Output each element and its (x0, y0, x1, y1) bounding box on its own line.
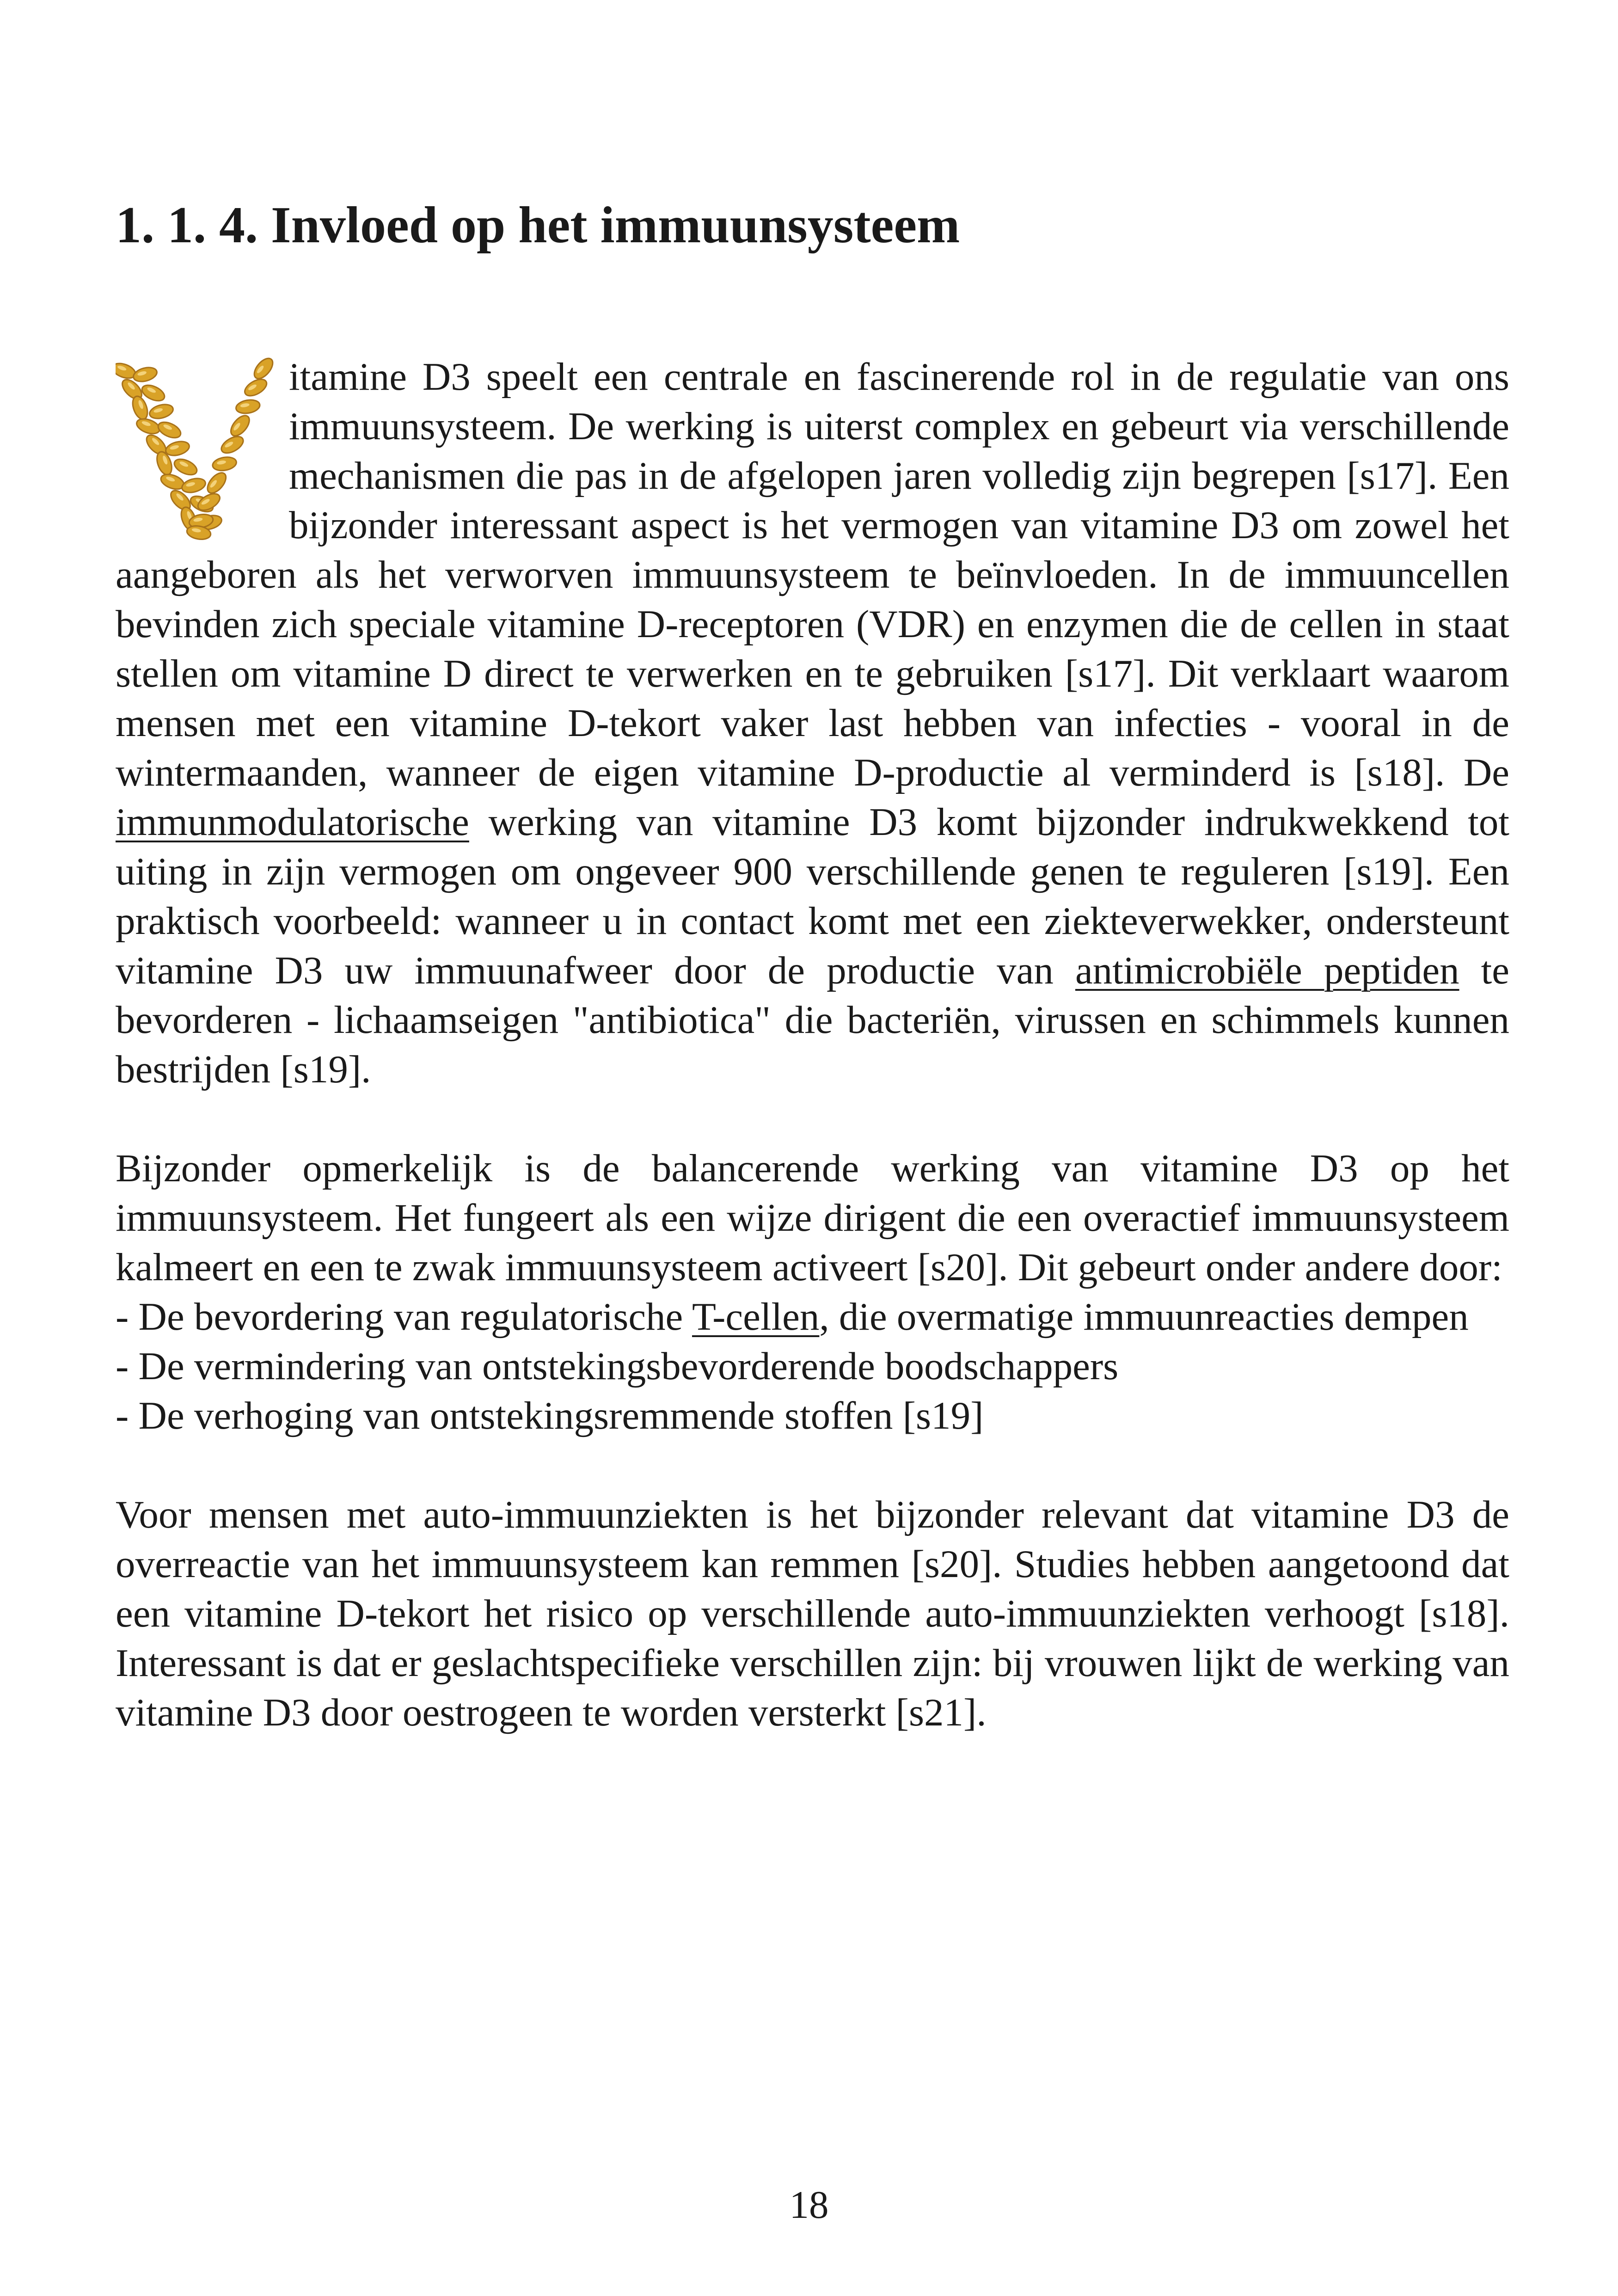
list-item: - De vermindering van ontstekingsbevorderende boodschappers (116, 1344, 1119, 1388)
body-text (116, 352, 1509, 1737)
paragraph-intro (116, 352, 1509, 1094)
paragraph-intro-text-a: itamine D3 speelt een centrale en fascinerende rol in de regulatie van ons immuunsysteem. De werking is uiterst complex en gebeurt via verschillende mechanismen die pas in de afgelopen jaren volledig zijn begrepen [s17]. Een bijzonder interessant aspect is het vermogen van vitamine D3 om zowel het aangeboren als het verworven immuunsysteem te beïnvloeden. In de immuuncellen bevinden zich speciale vitamine D-receptoren (VDR) en enzymen die de cellen in staat stellen om vitamine D direct te verwerken en te gebruiken [s17]. Dit verklaart waarom mensen met een vitamine D-tekort vaker last hebben van infecties - vooral in de wintermaanden, wanneer de eigen vitamine D-productie al verminderd is [s18]. De (116, 355, 1509, 794)
list-item: - De bevordering van regulatorische T-cellen, die overmatige immuunreacties dempen (116, 1295, 1469, 1338)
paragraph-intro-text-b: werking van vitamine D3 komt bijzonder indrukwekkend tot uiting in zijn vermogen om ongeveer 900 verschillende genen te reguleren [s19]. Een praktisch voorbeeld: wanneer u in contact komt met een ziekteverwekker, ondersteunt vitamine D3 uw immuunafweer door de productie van (116, 800, 1509, 992)
term-antimicrobiele-peptiden: antimicrobiële peptiden (1075, 949, 1459, 992)
paragraph-auto-immune: Voor mensen met auto-immuunziekten is het bijzonder relevant dat vitamine D3 de overreactie van het immuunsysteem kan remmen [s20]. Studies hebben aangetoond dat een vitamine D-tekort het risico op verschillende auto-immuunziekten verhoogt [s18]. Interessant is dat er geslachtspecifieke verschillen zijn: bij vrouwen lijkt de werking van vitamine D3 door oestrogeen te worden versterkt [s21]. (116, 1493, 1509, 1734)
section-heading: 1. 1. 4. Invloed op het immuunsysteem (116, 196, 960, 254)
term-t-cellen: T-cellen (692, 1295, 820, 1338)
page-number: 18 (789, 2183, 829, 2227)
seed-letter-v-icon (116, 355, 280, 546)
term-immunmodulatorische: immunmodulatorische (116, 800, 469, 844)
list-item: - De verhoging van ontstekingsremmende stoffen [s19] (116, 1394, 984, 1437)
paragraph-intro-text-c: te bevorderen - lichaamseigen "antibiotica" die bacteriën, virussen en schimmels kunnen bestrijden [s19]. (116, 949, 1510, 1091)
paragraph-balance-text: Bijzonder opmerkelijk is de balancerende werking van vitamine D3 op het immuunsysteem. Het fungeert als een wijze dirigent die een overactief immuunsysteem kalmeert en een te zwak immuunsysteem activeert [s20]. Dit gebeurt onder andere door: (116, 1147, 1509, 1289)
paragraph-balance (116, 1144, 1509, 1292)
